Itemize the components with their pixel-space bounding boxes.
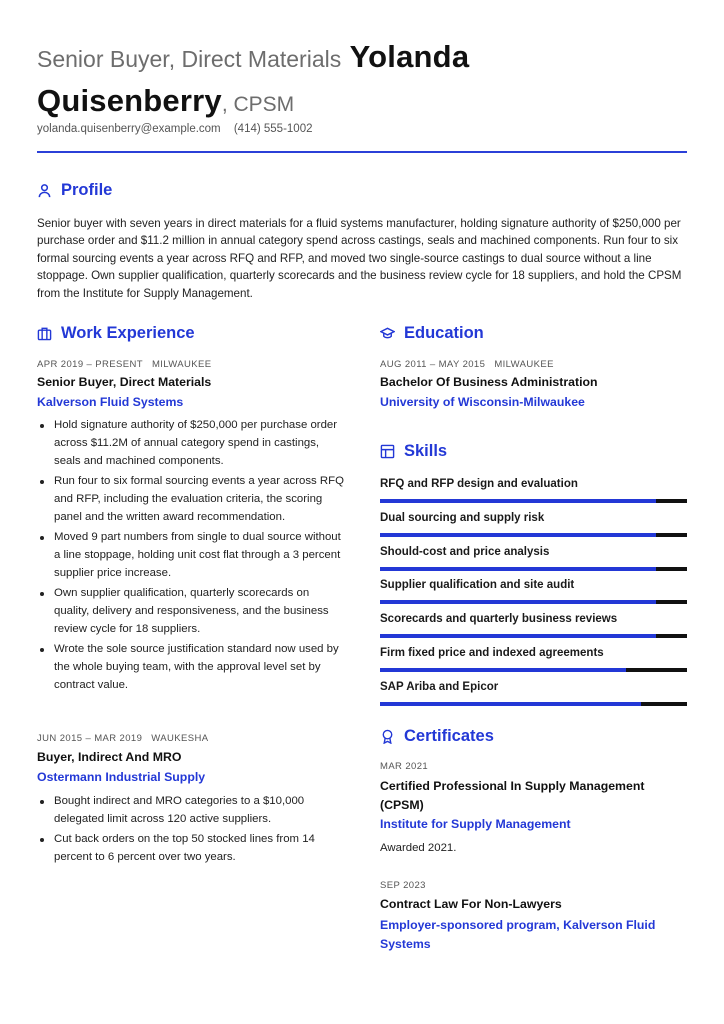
skill-level-bar	[380, 533, 687, 537]
skill-name: Supplier qualification and site audit	[380, 579, 575, 592]
header-role: Senior Buyer, Direct Materials	[37, 46, 342, 72]
skill-item	[380, 612, 687, 638]
job-title: Senior Buyer, Direct Materials	[37, 375, 212, 389]
email-link[interactable]: yolanda.quisenberry@example.com	[37, 123, 221, 135]
certificate-issuer: Employer-sponsored program, Kalverson Fluid Systems	[380, 918, 656, 951]
certificate-date: SEP 2023	[380, 880, 426, 891]
skill-level-fill	[380, 634, 656, 638]
phone-number: (414) 555-1002	[233, 123, 313, 135]
header-last-name: Quisenberry	[37, 83, 222, 118]
resume-header	[37, 36, 687, 125]
job-meta	[37, 733, 209, 744]
contact-line	[37, 123, 313, 135]
list-item: Wrote the sole source justification standard now used by the whole buying team, with the approval level set by contract value.	[37, 641, 347, 695]
job-location: MILWAUKEE	[151, 359, 212, 370]
job-title: Buyer, Indirect And MRO	[37, 750, 182, 764]
section-heading-profile	[37, 181, 112, 200]
certificate-issuer: Institute for Supply Management	[380, 817, 571, 831]
certificate-date: MAR 2021	[380, 761, 429, 772]
header-divider	[37, 151, 687, 153]
briefcase-icon	[37, 326, 52, 341]
header-first-name: Yolanda	[349, 39, 470, 74]
list-item: Cut back orders on the top 50 stocked lines from 14 percent to 6 percent over two years.	[37, 831, 347, 867]
title-block	[37, 36, 687, 125]
skill-item	[380, 477, 687, 503]
certificate-note: Awarded 2021.	[380, 842, 457, 854]
skill-name: Firm fixed price and indexed agreements	[380, 647, 604, 659]
job-bullet-list	[37, 793, 347, 869]
skill-level-bar	[380, 702, 687, 706]
job-location: WAUKESHA	[151, 733, 209, 744]
skill-item	[380, 511, 687, 537]
skill-name: Should-cost and price analysis	[380, 545, 550, 558]
graduation-cap-icon	[380, 326, 395, 341]
header-credential: , CPSM	[221, 93, 295, 116]
skill-level-fill	[380, 668, 626, 672]
skill-level-bar	[380, 600, 687, 604]
skill-level-bar	[380, 634, 687, 638]
section-title-education: Education	[404, 324, 484, 342]
section-title-experience: Work Experience	[61, 324, 195, 342]
job-dates: APR 2019 – PRESENT	[37, 359, 143, 370]
section-title-certificates: Certificates	[404, 727, 494, 745]
section-heading-education	[380, 324, 484, 343]
job-company: Kalverson Fluid Systems	[37, 395, 184, 409]
skill-level-bar	[380, 567, 687, 571]
school-name: University of Wisconsin-Milwaukee	[380, 395, 585, 409]
section-heading-skills	[380, 442, 447, 461]
skill-name: RFQ and RFP design and evaluation	[380, 478, 578, 490]
list-item: Own supplier qualification, quarterly scorecards on quality, delivery and responsiveness, and the business review cycle for 18 suppliers.	[37, 585, 347, 639]
job-bullet-list	[37, 417, 347, 698]
skill-level-fill	[380, 567, 656, 571]
grid-icon	[380, 444, 395, 459]
skill-name: Dual sourcing and supply risk	[380, 511, 545, 524]
skill-level-fill	[380, 600, 656, 604]
list-item: Hold signature authority of $250,000 per purchase order across $11.2M of annual category spend in castings, seals and machined components.	[37, 417, 347, 471]
certificate-name: Contract Law For Non-Lawyers	[380, 897, 562, 911]
skill-item	[380, 680, 687, 706]
education-location: MILWAUKEE	[494, 359, 554, 370]
section-heading-experience	[37, 324, 195, 343]
skill-name: Scorecards and quarterly business reviews	[380, 613, 618, 626]
list-item: Run four to six formal sourcing events a year across RFQ and RFP, including the evaluation criteria, the scoring panel and the written award recommendation.	[37, 473, 347, 527]
skill-level-fill	[380, 533, 656, 537]
job-meta	[37, 359, 212, 370]
skill-level-fill	[380, 499, 656, 503]
job-dates: JUN 2015 – MAR 2019	[37, 733, 143, 744]
certificate-name: Certified Professional In Supply Management (CPSM)	[380, 779, 645, 812]
person-icon	[37, 183, 52, 198]
skill-level-fill	[380, 702, 641, 706]
skill-level-bar	[380, 668, 687, 672]
skill-item	[380, 646, 687, 672]
section-title-skills: Skills	[404, 442, 448, 460]
award-icon	[380, 729, 395, 744]
skill-name: SAP Ariba and Epicor	[380, 680, 499, 693]
section-heading-certificates	[380, 727, 494, 746]
list-item: Bought indirect and MRO categories to a $10,000 delegated limit across 120 active suppliers.	[37, 793, 347, 829]
skill-level-bar	[380, 499, 687, 503]
profile-summary: Senior buyer with seven years in direct materials for a fluid systems manufacturer, holding signature authority of $250,000 per purchase order and $11.2 million in annual category spend across castings, seals and machined components. Run four to six formal sourcing events a year across RFQ and RFP, and moved two single-source castings to dual source without a line stoppage. Own supplier qualification, quarterly scorecards and the business review cycle for 18 suppliers, and hold the CPSM from the Institute for Supply Management.	[37, 217, 682, 300]
skill-item	[380, 545, 687, 571]
degree-title: Bachelor Of Business Administration	[380, 375, 598, 389]
list-item: Moved 9 part numbers from single to dual source without a line stoppage, holding unit cost flat through a 3 percent supplier price increase.	[37, 529, 347, 583]
skill-item	[380, 578, 687, 604]
job-company: Ostermann Industrial Supply	[37, 770, 206, 784]
education-meta	[380, 359, 554, 370]
education-dates: AUG 2011 – MAY 2015	[380, 359, 486, 370]
section-title-profile: Profile	[61, 181, 113, 199]
